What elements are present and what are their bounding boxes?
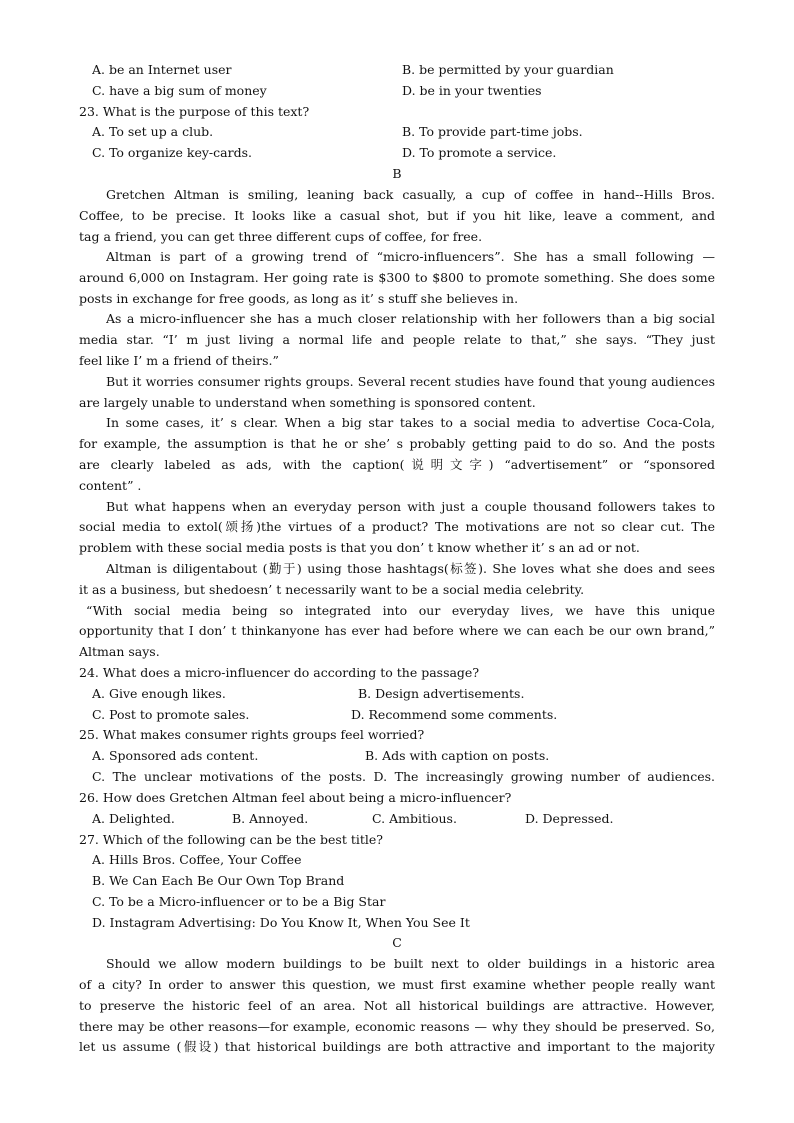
q27-option-b: B. We Can Each Be Our Own Top Brand [92, 873, 345, 888]
q26-option-c: C. Ambitious. [372, 811, 457, 826]
passage-b-line: opportunity that I don’ t thinkanyone has ever had before where we can each be our own brand,” [79, 623, 715, 638]
section-b-heading: B [392, 166, 402, 181]
passage-b-line: feel like I’ m a friend of theirs.” [79, 353, 279, 368]
passage-b-line: Gretchen Altman is smiling, leaning back casually, a cup of coffee in hand--Hills Bros. [106, 187, 715, 202]
q24-option-a: A. Give enough likes. [92, 686, 226, 701]
q25-option-a: A. Sponsored ads content. [92, 748, 259, 763]
q26-option-a: A. Delighted. [92, 811, 175, 826]
q27-option-c: C. To be a Micro-influencer or to be a Big Star [92, 894, 386, 909]
passage-b-line: But what happens when an everyday person with just a couple thousand followers takes to [106, 499, 715, 514]
q26-stem: 26. How does Gretchen Altman feel about being a micro-influencer? [79, 790, 512, 805]
passage-b-line: are clearly labeled as ads, with the caption(说明文字) “advertisement” or “sponsored [79, 457, 715, 472]
q24-stem: 24. What does a micro-influencer do according to the passage? [79, 665, 480, 680]
passage-b-line: it as a business, but shedoesn’ t necessarily want to be a social media celebrity. [79, 582, 585, 597]
passage-c-line: let us assume (假设) that historical buildings are both attractive and important to the majority [79, 1039, 715, 1054]
q24-option-b: B. Design advertisements. [358, 686, 525, 701]
q22-option-a: A. be an Internet user [92, 62, 232, 77]
passage-b-line: Altman is diligentabout (勤于) using those hashtags(标签). She loves what she does and sees [106, 561, 715, 576]
passage-b-line: content” . [79, 478, 142, 493]
passage-c-line: to preserve the historic feel of an area. Not all historical buildings are attractive. However, [79, 998, 715, 1013]
q27-option-a: A. Hills Bros. Coffee, Your Coffee [92, 852, 302, 867]
passage-b-line: posts in exchange for free goods, as long as it’ s stuff she believes in. [79, 291, 519, 306]
passage-b-line: Altman is part of a growing trend of “micro-influencers”. She has a small following — [106, 249, 715, 264]
passage-b-line: for example, the assumption is that he or she’ s probably getting paid to do so. And the posts [79, 436, 715, 451]
q23-option-a: A. To set up a club. [92, 124, 214, 139]
q26-option-d: D. Depressed. [525, 811, 614, 826]
passage-b-line: media star. “I’ m just living a normal life and people relate to that,” she says. “They just [79, 332, 715, 347]
q25-stem: 25. What makes consumer rights groups feel worried? [79, 727, 425, 742]
q23-stem: 23. What is the purpose of this text? [79, 104, 310, 119]
q25-option-b: B. Ads with caption on posts. [365, 748, 550, 763]
passage-b-line: “With social media being so integrated into our everyday lives, we have this unique [86, 603, 715, 618]
q25-options-cd: C. The unclear motivations of the posts. D. The increasingly growing number of audiences. [92, 769, 715, 784]
q24-option-c: C. Post to promote sales. [92, 707, 250, 722]
q23-option-b: B. To provide part-time jobs. [402, 124, 583, 139]
q22-option-c: C. have a big sum of money [92, 83, 267, 98]
passage-b-line: tag a friend, you can get three different cups of coffee, for free. [79, 229, 483, 244]
passage-b-line: As a micro-influencer she has a much closer relationship with her followers than a big social [106, 311, 715, 326]
section-c-heading: C [392, 935, 402, 950]
passage-b-line: Altman says. [79, 644, 160, 659]
passage-b-line: problem with these social media posts is that you don’ t know whether it’ s an ad or not. [79, 540, 640, 555]
passage-b-line: around 6,000 on Instagram. Her going rate is $300 to $800 to promote something. She does some [79, 270, 715, 285]
passage-b-line: are largely unable to understand when something is sponsored content. [79, 395, 536, 410]
passage-b-line: But it worries consumer rights groups. Several recent studies have found that young audiences [106, 374, 715, 389]
q22-option-d: D. be in your twenties [402, 83, 542, 98]
passage-c-line: of a city? In order to answer this question, we must first examine whether people really want [79, 977, 715, 992]
passage-c-line: there may be other reasons—for example, economic reasons — why they should be preserved. So, [79, 1019, 715, 1034]
q27-option-d: D. Instagram Advertising: Do You Know It, When You See It [92, 915, 470, 930]
q24-option-d: D. Recommend some comments. [351, 707, 558, 722]
passage-b-line: In some cases, it’ s clear. When a big star takes to a social media to advertise Coca-Cola, [106, 415, 715, 430]
passage-b-line: social media to extol(颂扬)the virtues of a product? The motivations are not so clear cut. The [79, 519, 715, 534]
q27-stem: 27. Which of the following can be the best title? [79, 832, 383, 847]
q23-option-c: C. To organize key-cards. [92, 145, 252, 160]
q22-option-b: B. be permitted by your guardian [402, 62, 614, 77]
q23-option-d: D. To promote a service. [402, 145, 557, 160]
passage-b-line: Coffee, to be precise. It looks like a casual shot, but if you hit like, leave a comment, and [79, 208, 715, 223]
q26-option-b: B. Annoyed. [232, 811, 309, 826]
passage-c-line: Should we allow modern buildings to be built next to older buildings in a historic area [106, 956, 715, 971]
